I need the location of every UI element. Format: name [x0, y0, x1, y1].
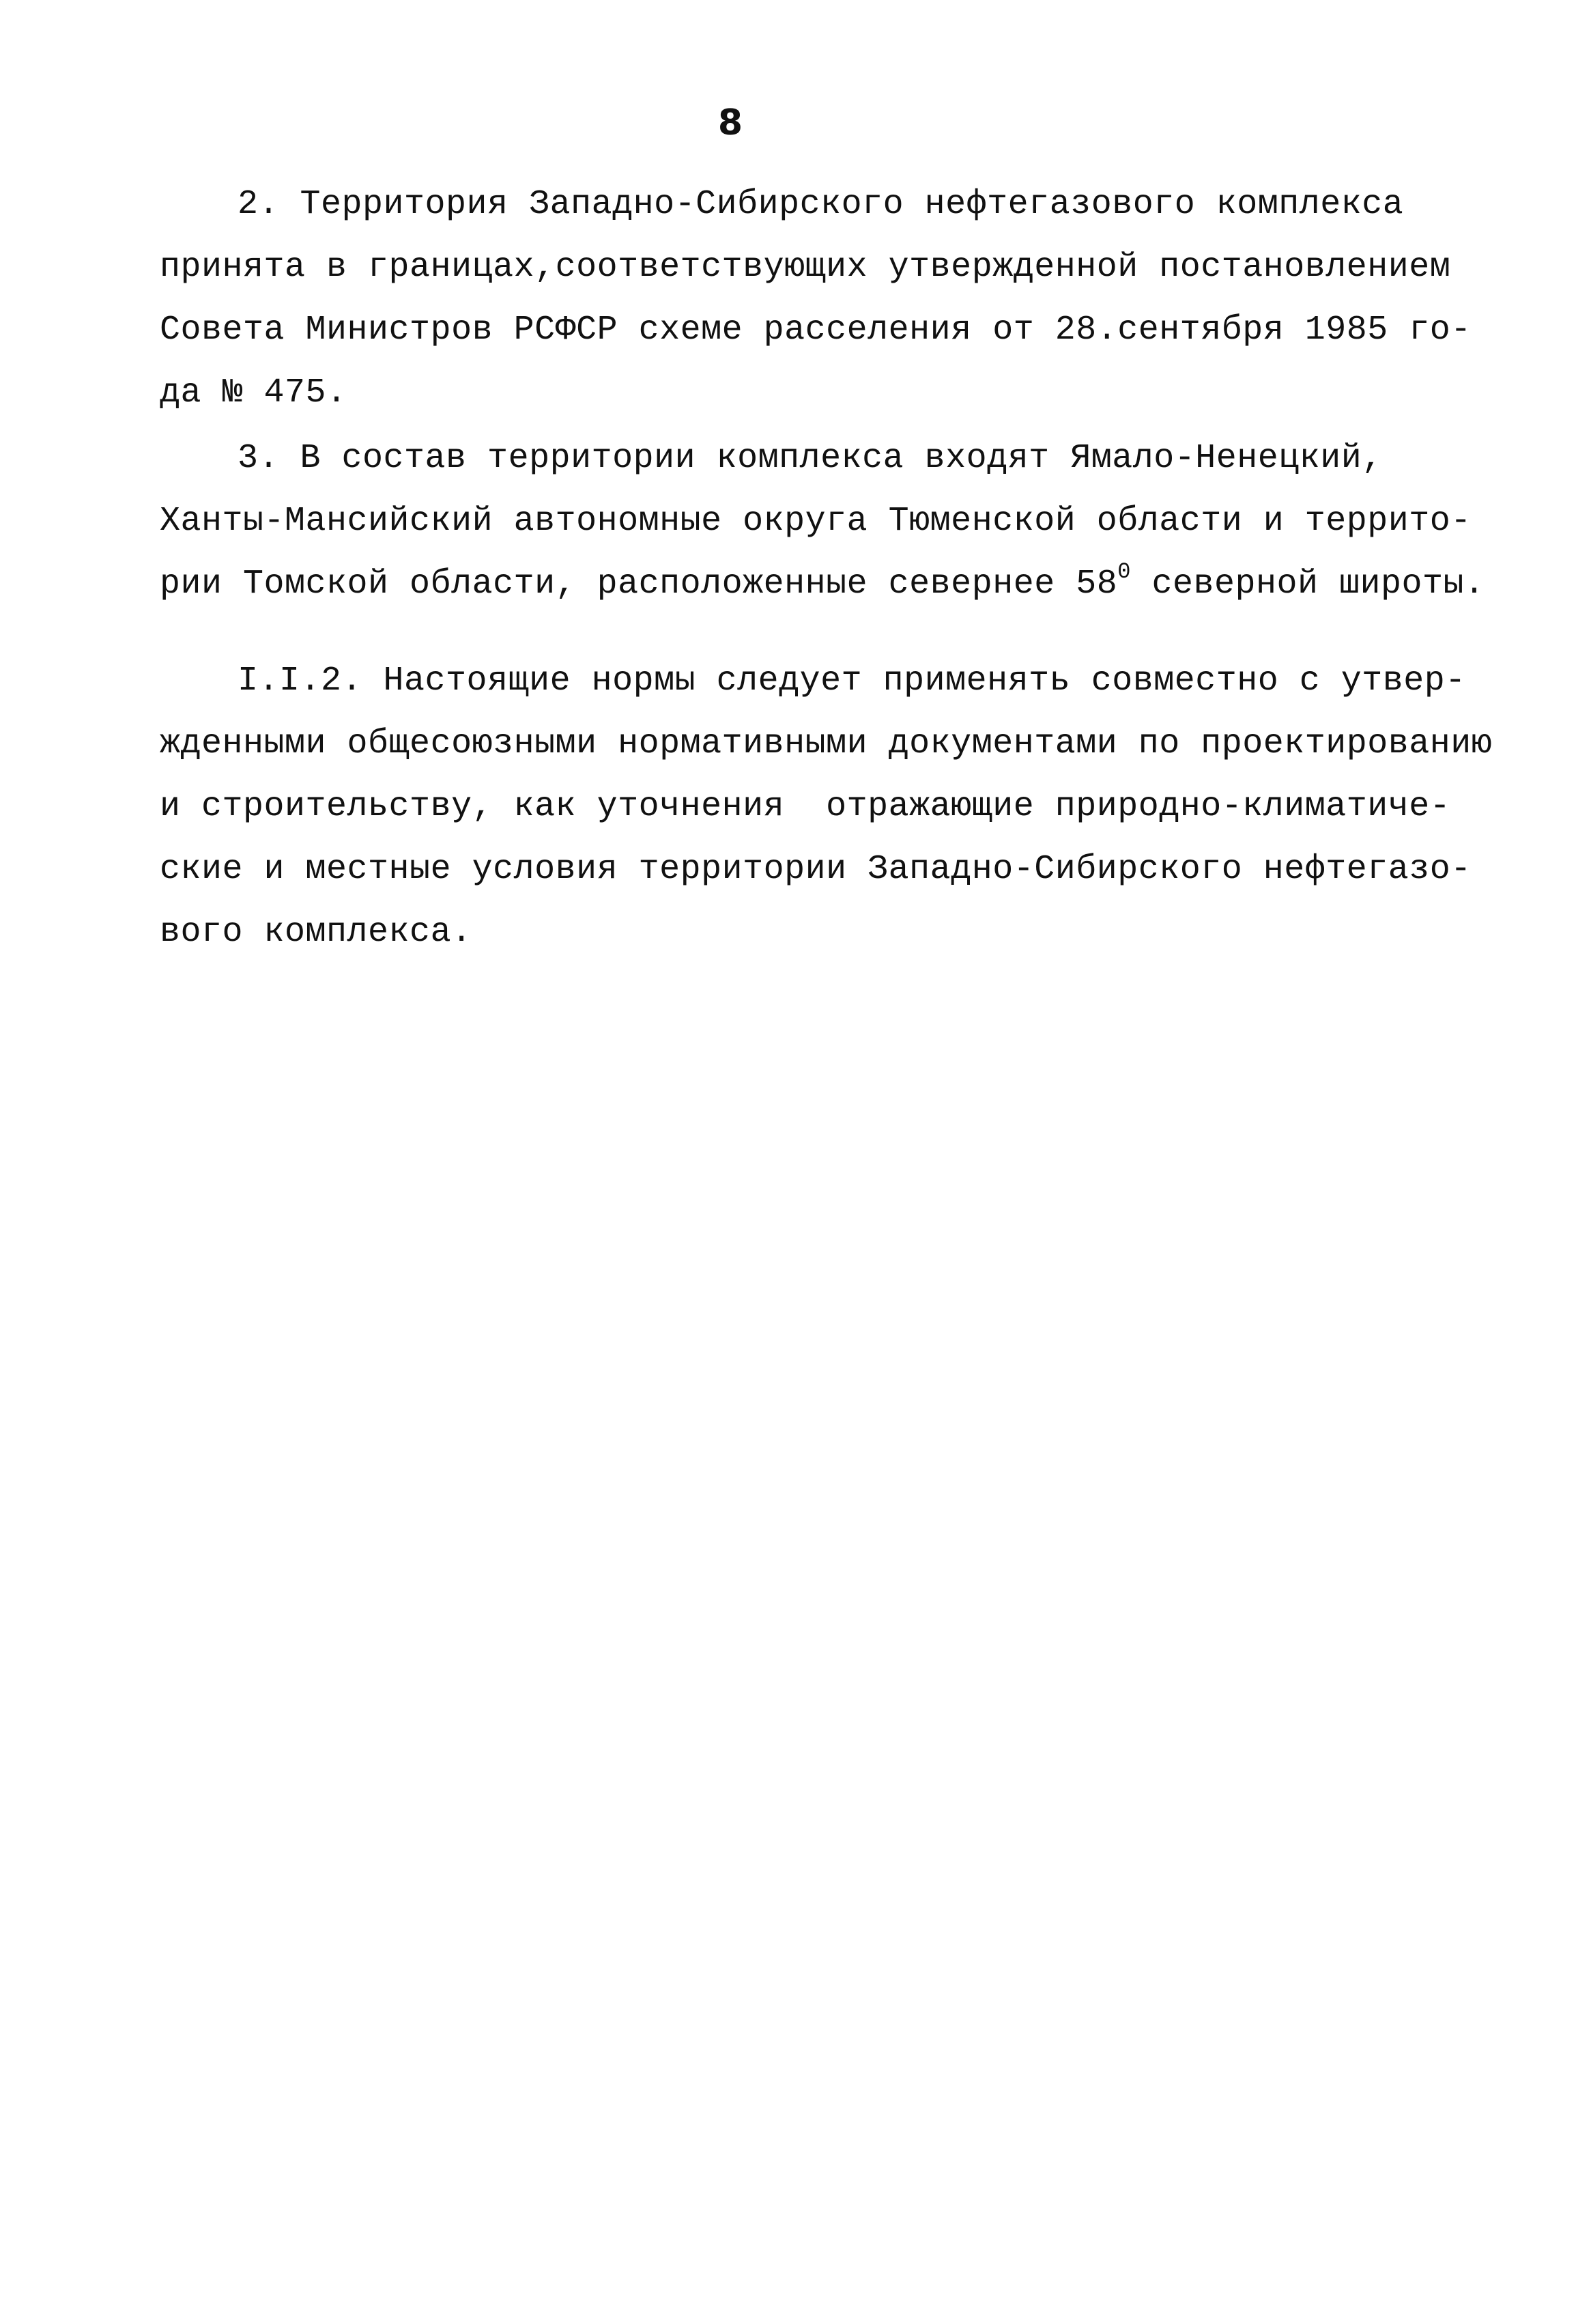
paragraph-112-line-5: вого комплекса. — [160, 913, 472, 952]
paragraph-112-line-3: и строительству, как уточнения отражающие природно-климатиче- — [160, 787, 1451, 826]
paragraph-2-line-3: Совета Министров РСФСР схеме расселения от 28.сентября 1985 го- — [160, 311, 1472, 350]
page-number: 8 — [717, 102, 743, 143]
paragraph-2-line-2: принята в границах,соответствующих утвержденной постановлением — [160, 248, 1451, 287]
paragraph-112-line-4: ские и местные условия территории Западно-Сибирского нефтегазо- — [160, 850, 1472, 889]
paragraph-2-line-1: 2. Территория Западно-Сибирского нефтегазового комплекса — [238, 185, 1404, 224]
paragraph-112-line-1: I.I.2. Настоящие нормы следует применять совместно с утвер- — [238, 662, 1466, 700]
paragraph-2-line-4: да № 475. — [160, 373, 347, 412]
paragraph-3-line-3-end: северной широты. — [1130, 565, 1485, 604]
degree-superscript: 0 — [1117, 559, 1131, 584]
paragraph-112-line-2: жденными общесоюзными нормативными документами по проектированию — [160, 724, 1493, 763]
paragraph-3-line-1: 3. В состав территории комплекса входят Ямало-Ненецкий, — [238, 439, 1383, 478]
paragraph-3-line-3-text: рии Томской области, расположенные севернее 58 — [160, 565, 1118, 604]
paragraph-3-line-2: Ханты-Мансийский автономные округа Тюменской области и террито- — [160, 502, 1472, 541]
paragraph-3-line-3 — [160, 559, 1485, 606]
